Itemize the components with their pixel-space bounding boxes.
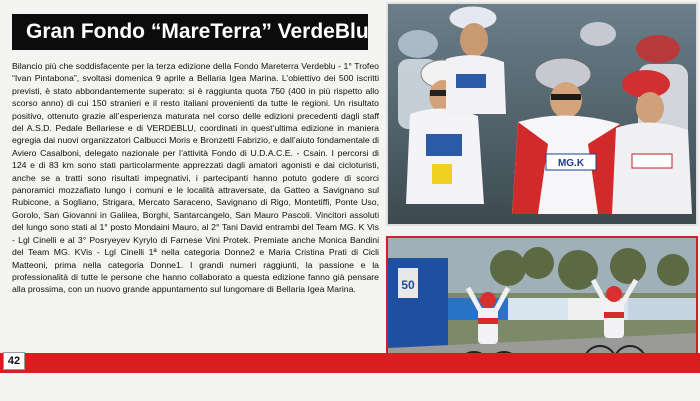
peloton-photo	[386, 2, 698, 226]
bottom-margin	[0, 373, 700, 401]
sign-number-text: 50	[401, 278, 415, 292]
article-title: Gran Fondo “MareTerra” VerdeBlu	[12, 14, 368, 50]
jersey-logo-text: MG.K	[557, 158, 585, 169]
peloton-illustration	[388, 4, 696, 224]
article-body: Bilancio più che soddisfacente per la terza edizione della Fondo Mareterra Verdeblu - 1° Trofeo “Ivan Pintabona”, svoltasi domenica 9 aprile a Bellaria Igea Marina. L’obiettivo dei 500 iscritti previsti, è stato abbondantemente superato: si è raggiunta quota 750 (400 in più rispetto allo scorso anno) di cui 150 stranieri e il resto italiani provenienti da tutte le regioni. Un risultato positivo, ottenuto grazie all’esperienza maturata nel corso delle edizioni precedenti dagli staff del A.S.D. Pedale Bellariese e di VERDEBLU, coordinati in quest’ultima edizione in maniera egregia dai nuovi organizzatori Calbucci Moris e Bronzetti Fabrizio, e dall’aiuto fondamentale di Aviero Casalboni, delegato nazionale per l’attività Fondo di U.D.A.C.E. - Csain. I percorsi di 124 e di 83 km sono stati particolarmente apprezzati dagli amatori agonisti e dai cicloturisti, anche se a tratti sono risultati impegnativi, i partecipanti hanno potuto godere di scorci panoramici mozzafiato lungo i comuni e le località attraversate, da Gatteo a Savignano sul Rubicone, a Sogliano, Strigara, Mercato Saraceno, Savignano di Rigo, Montetiffi, Ponte Uso, Gorolo, San Giovanni in Galilea, Borghi, Santarcangelo, San Mauro Pascoli. Vincitori assoluti del lungo sono stati al 1° posto Mondaini Mauro, al 2° Tani David entrambi del Team MG. K Vis - Lgl Cinelli e al 3° Posryeyev Kyrylo di Farnese Vini Protek. Premiate anche Monica Bandini del Team MG. KVis - Lgl Cinelli 1ª nella categoria Donne2 e Maria Cristina Prati di Cicli Matteoni, prima nella categoria Donne1. I grandi numeri raggiunti, la passione e la professionalità di tutte le persone che hanno collaborato a questa edizione fanno già pensare alla prossima, con un nuovo grande appuntamento sul lungomare di Bellaria Igea Marina.	[12, 61, 379, 295]
page-number: 42	[3, 352, 25, 370]
footer-red-bar	[0, 353, 700, 373]
